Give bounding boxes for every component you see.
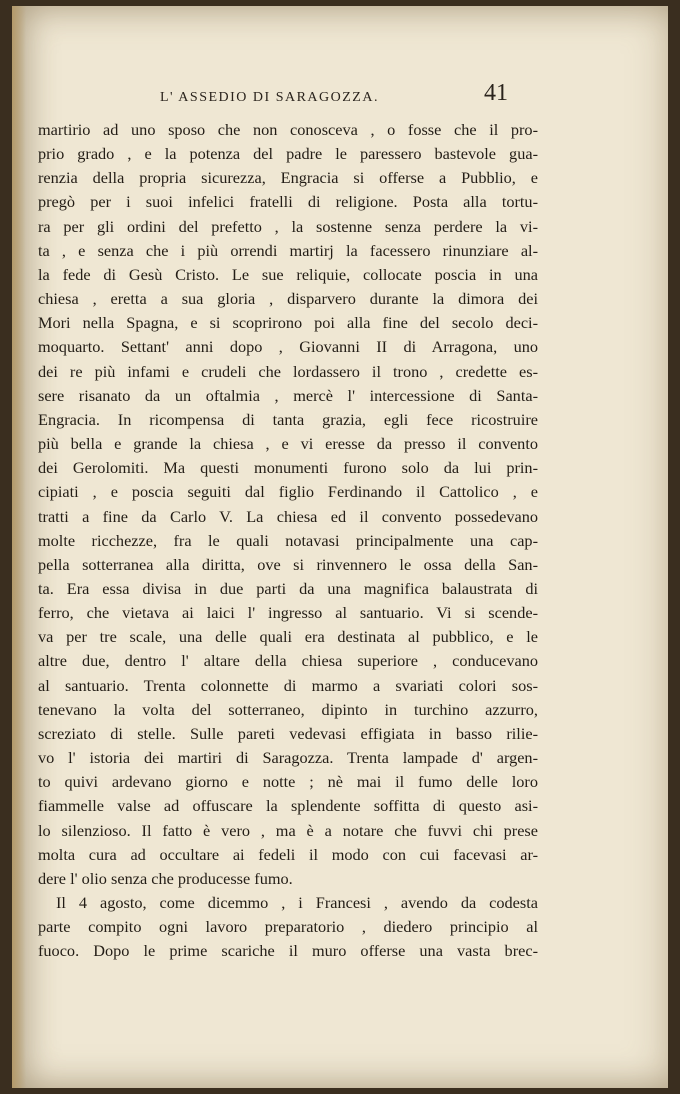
running-title: L' ASSEDIO DI SARAGOZZA.	[160, 90, 379, 105]
text-line: altre due, dentro l' altare della chiesa superiore , conducevano	[38, 651, 538, 671]
text-line: vo l' istoria dei martiri di Saragozza. Trenta lampade d' argen-	[38, 748, 538, 768]
text-line: to quivi ardevano giorno e notte ; nè mai il fumo delle loro	[38, 772, 538, 792]
page-spine-shadow	[12, 6, 26, 1088]
text-line-paragraph-start: Il 4 agosto, come dicemmo , i Francesi , avendo da codesta	[56, 893, 538, 912]
text-line: la fede di Gesù Cristo. Le sue reliquie, collocate poscia in una	[38, 264, 538, 284]
text-line: molte ricchezze, fra le quali notavasi principalmente una cap-	[38, 530, 538, 550]
text-line: Mori nella Spagna, e si scoprirono poi alla fine del secolo deci-	[38, 313, 538, 333]
text-line: dei Gerolomiti. Ma questi monumenti furono solo da lui prin-	[38, 458, 538, 478]
text-line: tratti a fine da Carlo V. La chiesa ed il convento possedevano	[38, 506, 538, 526]
text-line: al santuario. Trenta colonnette di marmo a svariati colori sos-	[38, 675, 538, 695]
text-line: ra per gli ordini del prefetto , la sostenne senza perdere la vi-	[38, 216, 538, 236]
text-line: pregò per i suoi infelici fratelli di religione. Posta alla tortu-	[38, 192, 538, 212]
text-line: ta. Era essa divisa in due parti da una magnifica balaustrata di	[38, 578, 538, 598]
text-line: martirio ad uno sposo che non conosceva , o fosse che il pro-	[38, 120, 538, 139]
text-line: più bella e grande la chiesa , e vi eresse da presso il convento	[38, 434, 538, 454]
page-number: 41	[484, 80, 508, 106]
text-line: prio grado , e la potenza del padre le paressero bastevole gua-	[38, 144, 538, 164]
text-line: ta , e senza che i più orrendi martirj la facessero rinunziare al-	[38, 240, 538, 260]
text-line: molta cura ad occultare ai fedeli il modo con cui facevasi ar-	[38, 844, 538, 864]
text-line: chiesa , eretta a sua gloria , disparvero durante la dimora dei	[38, 289, 538, 309]
text-line: ferro, che vietava ai laici l' ingresso al santuario. Vi si scende-	[38, 603, 538, 623]
text-line: fiammelle valse ad offuscare la splendente soffitta di questo asi-	[38, 796, 538, 816]
text-line: screziato di stelle. Sulle pareti vedevasi effigiata in basso rilie-	[38, 723, 538, 743]
text-line: va per tre scale, una delle quali era destinata al pubblico, e le	[38, 627, 538, 647]
text-line: cipiati , e poscia seguiti dal figlio Ferdinando il Cattolico , e	[38, 482, 538, 502]
text-line: parte compito ogni lavoro preparatorio , diedero principio al	[38, 917, 538, 937]
text-line: dei re più infami e crudeli che lordassero il trono , credette es-	[38, 361, 538, 381]
body-text	[38, 118, 538, 963]
text-line: Engracia. In ricompensa di tanta grazia, egli fece ricostruire	[38, 409, 538, 429]
text-line: pella sotterranea alla diritta, ove si rinvennero le ossa della San-	[38, 554, 538, 574]
text-line: tenevano la volta del sotterraneo, dipinto in turchino azzurro,	[38, 699, 538, 719]
text-line-paragraph-end: dere l' olio senza che producesse fumo.	[38, 868, 293, 888]
text-line: moquarto. Settant' anni dopo , Giovanni II di Arragona, uno	[38, 337, 538, 357]
text-line: fuoco. Dopo le prime scariche il muro offerse una vasta brec-	[38, 941, 538, 961]
text-line: renzia della propria sicurezza, Engracia si offerse a Pubblio, e	[38, 168, 538, 188]
text-line: lo silenzioso. Il fatto è vero , ma è a notare che fuvvi chi prese	[38, 820, 538, 840]
text-line: sere risanato da un oftalmia , mercè l' intercessione di Santa-	[38, 385, 538, 405]
